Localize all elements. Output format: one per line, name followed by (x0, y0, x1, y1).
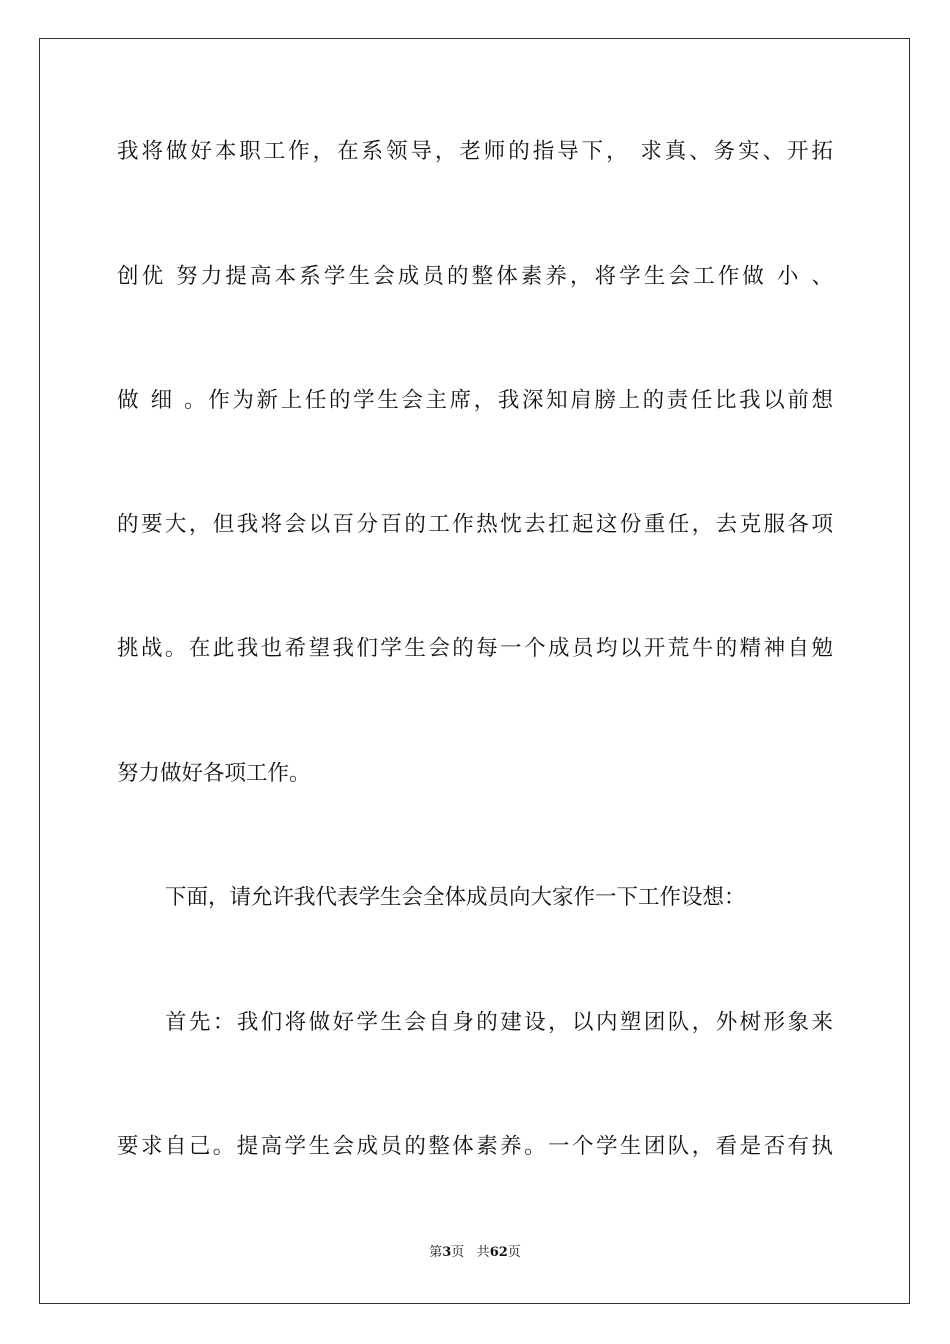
body-line-2: 创优 努力提高本系学生会成员的整体素养，将学生会工作做 小 、 (117, 264, 833, 289)
body-line-9: 要求自己。提高学生会成员的整体素养。一个学生团队，看是否有执 (117, 1134, 833, 1159)
body-line-8: 首先：我们将做好学生会自身的建设，以内塑团队，外树形象来 (165, 1010, 833, 1035)
page-footer (0, 1244, 950, 1262)
total-prefix: 共 (476, 1245, 490, 1260)
body-line-7: 下面，请允许我代表学生会全体成员向大家作一下工作设想： (165, 885, 746, 910)
page-total: 62 (489, 1245, 508, 1260)
body-line-1: 我将做好本职工作，在系领导，老师的指导下， 求真、务实、开拓 (117, 139, 833, 164)
body-line-5: 挑战。在此我也希望我们学生会的每一个成员均以开荒牛的精神自勉 (117, 636, 833, 661)
page-suffix: 页 (451, 1245, 465, 1260)
page-current: 3 (442, 1245, 452, 1260)
body-line-3: 做 细 。作为新上任的学生会主席，我深知肩膀上的责任比我以前想 (117, 388, 833, 413)
total-suffix: 页 (507, 1245, 521, 1260)
page-frame (39, 38, 910, 1304)
body-line-4: 的要大，但我将会以百分百的工作热忱去扛起这份重任，去克服各项 (117, 512, 833, 537)
page-prefix: 第 (429, 1245, 443, 1260)
body-line-6: 努力做好各项工作。 (117, 761, 311, 786)
